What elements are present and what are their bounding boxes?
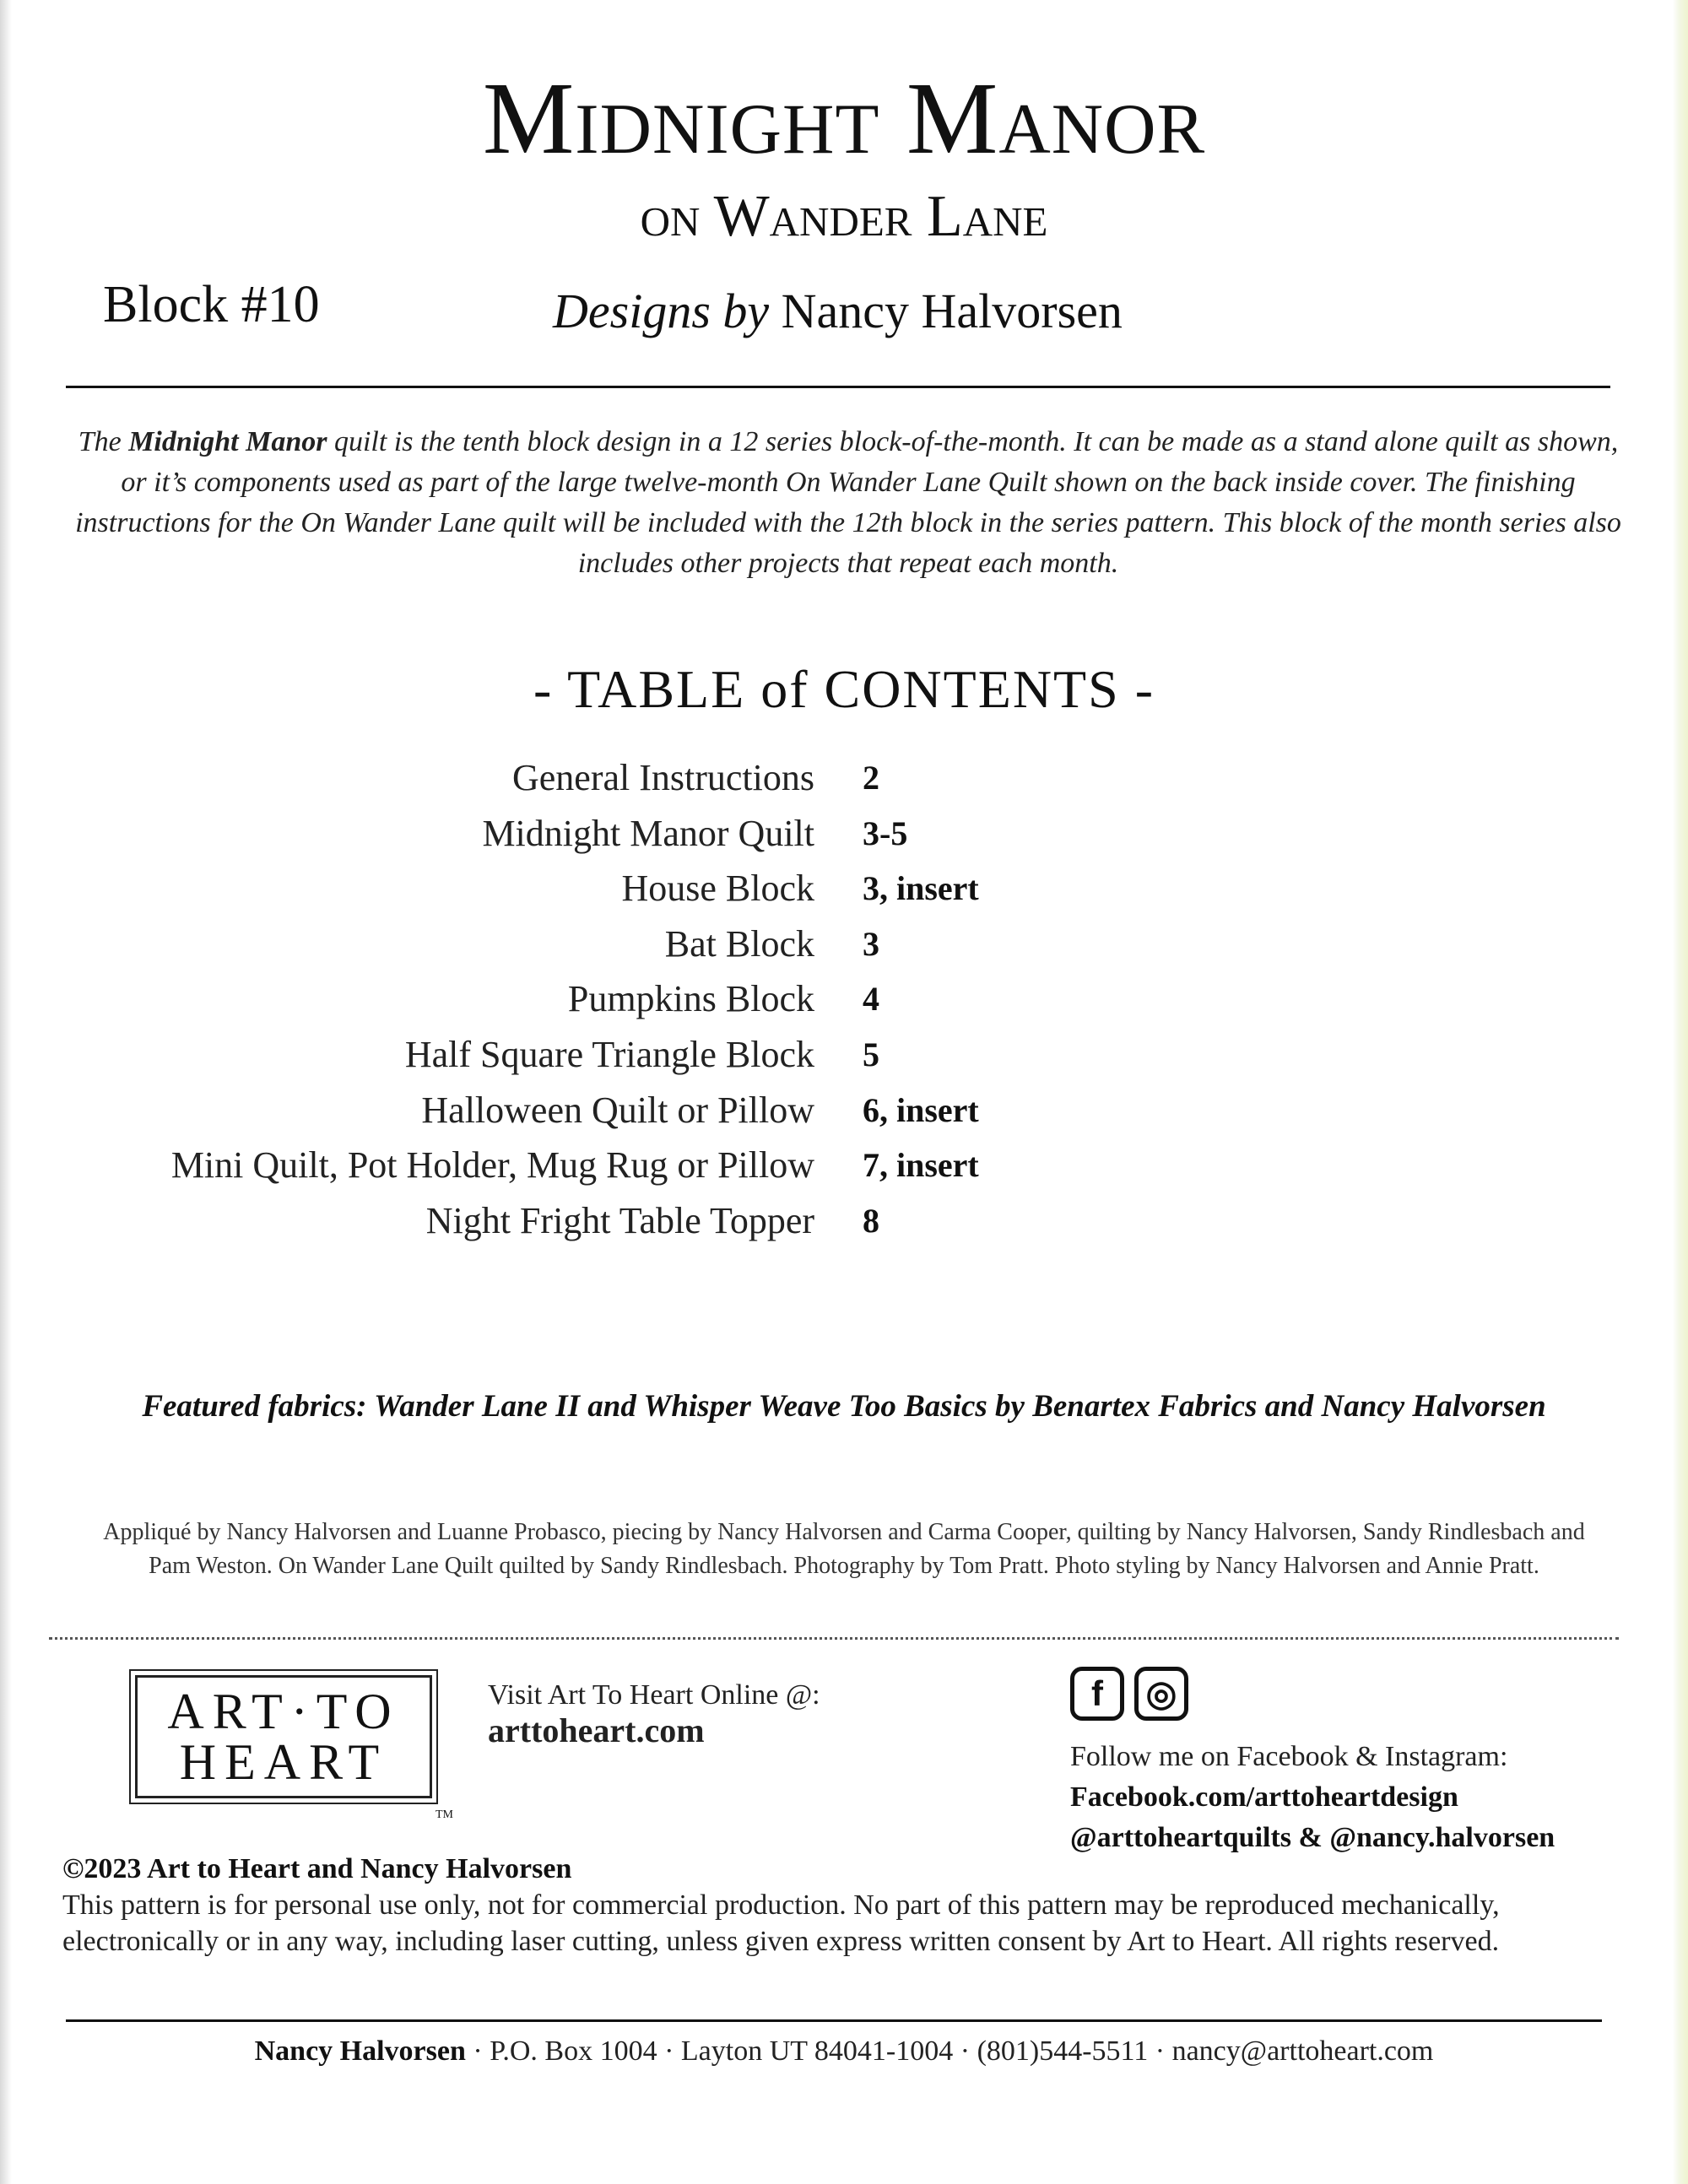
table-of-contents [0,757,1688,1257]
art-to-heart-logo [135,1675,453,1821]
designs-prefix: Designs by [553,284,770,338]
visit-text: Visit Art To Heart Online @: [488,1679,820,1711]
toc-entry-label: Mini Quilt, Pot Holder, Mug Rug or Pillow [170,1144,814,1187]
logo-line-2: HEART [179,1734,388,1790]
trademark-mark: TM [436,1808,453,1821]
intro-quilt-name: Midnight Manor [128,426,327,457]
toc-entry [0,1144,1688,1203]
toc-entry-page: 3 [863,924,879,963]
footer-contact: · P.O. Box 1004 · Layton UT 84041-1004 · (801)544-5511 · nancy@arttoheart.com [465,2035,1434,2067]
footer-name: Nancy Halvorsen [254,2035,466,2067]
toc-entry-page: 5 [863,1035,879,1073]
toc-title: - TABLE of CONTENTS - [533,659,1155,719]
toc-entry [0,1199,1688,1258]
toc-entry-page: 2 [863,759,879,797]
toc-entry-label: General Instructions [512,757,814,798]
intro-text: quilt is the tenth block design in a 12 series block-of-the-month. It can be made as a stand alone quilt as shown, or it’s components used as part of the large twelve-month On Wander Lane Quilt shown on the back inside cover. The finishing instructions for the On Wander Lane quilt will be included with the 12th block in the series pattern. This block of the month series also includes other projects that repeat each month. [75,426,1621,579]
toc-entry-label: Bat Block [664,922,814,965]
toc-entry-page: 7, insert [863,1146,979,1185]
logo-line-1: ART·TO [167,1684,400,1739]
toc-entry [0,812,1688,871]
block-number: Block #10 [103,276,320,333]
toc-entry-label: House Block [621,868,814,910]
toc-entry [0,1089,1688,1148]
toc-entry [0,978,1688,1036]
toc-entry-label: Halloween Quilt or Pillow [421,1089,814,1131]
instagram-handles[interactable]: @arttoheartquilts & @nancy.halvorsen [1070,1822,1555,1853]
intro-lead: The [78,426,122,457]
visit-online [488,1678,820,1749]
toc-entry [0,757,1688,815]
designer-name: Nancy Halvorsen [781,284,1123,338]
copyright-text: This pattern is for personal use only, not for commercial production. No part of this pattern may be reproduced mechanically, electronically or in any way, including laser cutting, unless given express written consent by Art to Heart. All rights reserved. [62,1889,1500,1957]
facebook-icon[interactable]: f [1070,1667,1124,1721]
toc-entry-page: 8 [863,1201,879,1240]
divider-dotted [49,1637,1619,1640]
toc-entry-page: 3, insert [863,869,979,908]
toc-entry-page: 6, insert [863,1090,979,1129]
facebook-link[interactable]: Facebook.com/arttoheartdesign [1070,1781,1458,1813]
copyright-notice [62,1851,1632,1960]
toc-entry-label: Midnight Manor Quilt [482,812,814,854]
social-icons [1070,1667,1188,1721]
toc-entry [0,922,1688,981]
page-subtitle: on Wander Lane [640,184,1048,249]
toc-entry-label: Pumpkins Block [567,978,814,1020]
credits: Appliqué by Nancy Halvorsen and Luanne Probasco, piecing by Nancy Halvorsen and Carma Cooper, quilting by Nancy Halvorsen, Sandy Rindlesbach and Pam Weston. On Wander Lane Quilt quilted by Sandy Rindlesbach. Photography by Tom Pratt. Photo styling by Nancy Halvorsen and Annie Pratt. [103,1519,1585,1579]
toc-entry [0,1033,1688,1092]
footer-address [0,2037,1688,2066]
page-title: Midnight Manor [482,62,1206,176]
intro-paragraph [68,422,1629,584]
toc-entry-page: 4 [863,980,879,1019]
follow-text: Follow me on Facebook & Instagram: [1070,1741,1508,1772]
toc-entry-label: Night Fright Table Topper [425,1199,814,1241]
copyright-heading: ©2023 Art to Heart and Nancy Halvorsen [62,1853,572,1884]
instagram-icon[interactable]: ◎ [1134,1667,1188,1721]
designer-credit [553,284,1123,338]
featured-fabrics: Featured fabrics: Wander Lane II and Whisper Weave Too Basics by Benartex Fabrics and Nancy Halvorsen [142,1389,1546,1424]
follow-section [1070,1737,1555,1858]
divider-bottom [66,2019,1602,2022]
toc-entry-page: 3-5 [863,814,908,852]
toc-entry [0,870,1688,926]
toc-entry-label: Half Square Triangle Block [404,1033,814,1075]
divider-top [66,386,1610,388]
website-link[interactable]: arttoheart.com [488,1711,705,1749]
